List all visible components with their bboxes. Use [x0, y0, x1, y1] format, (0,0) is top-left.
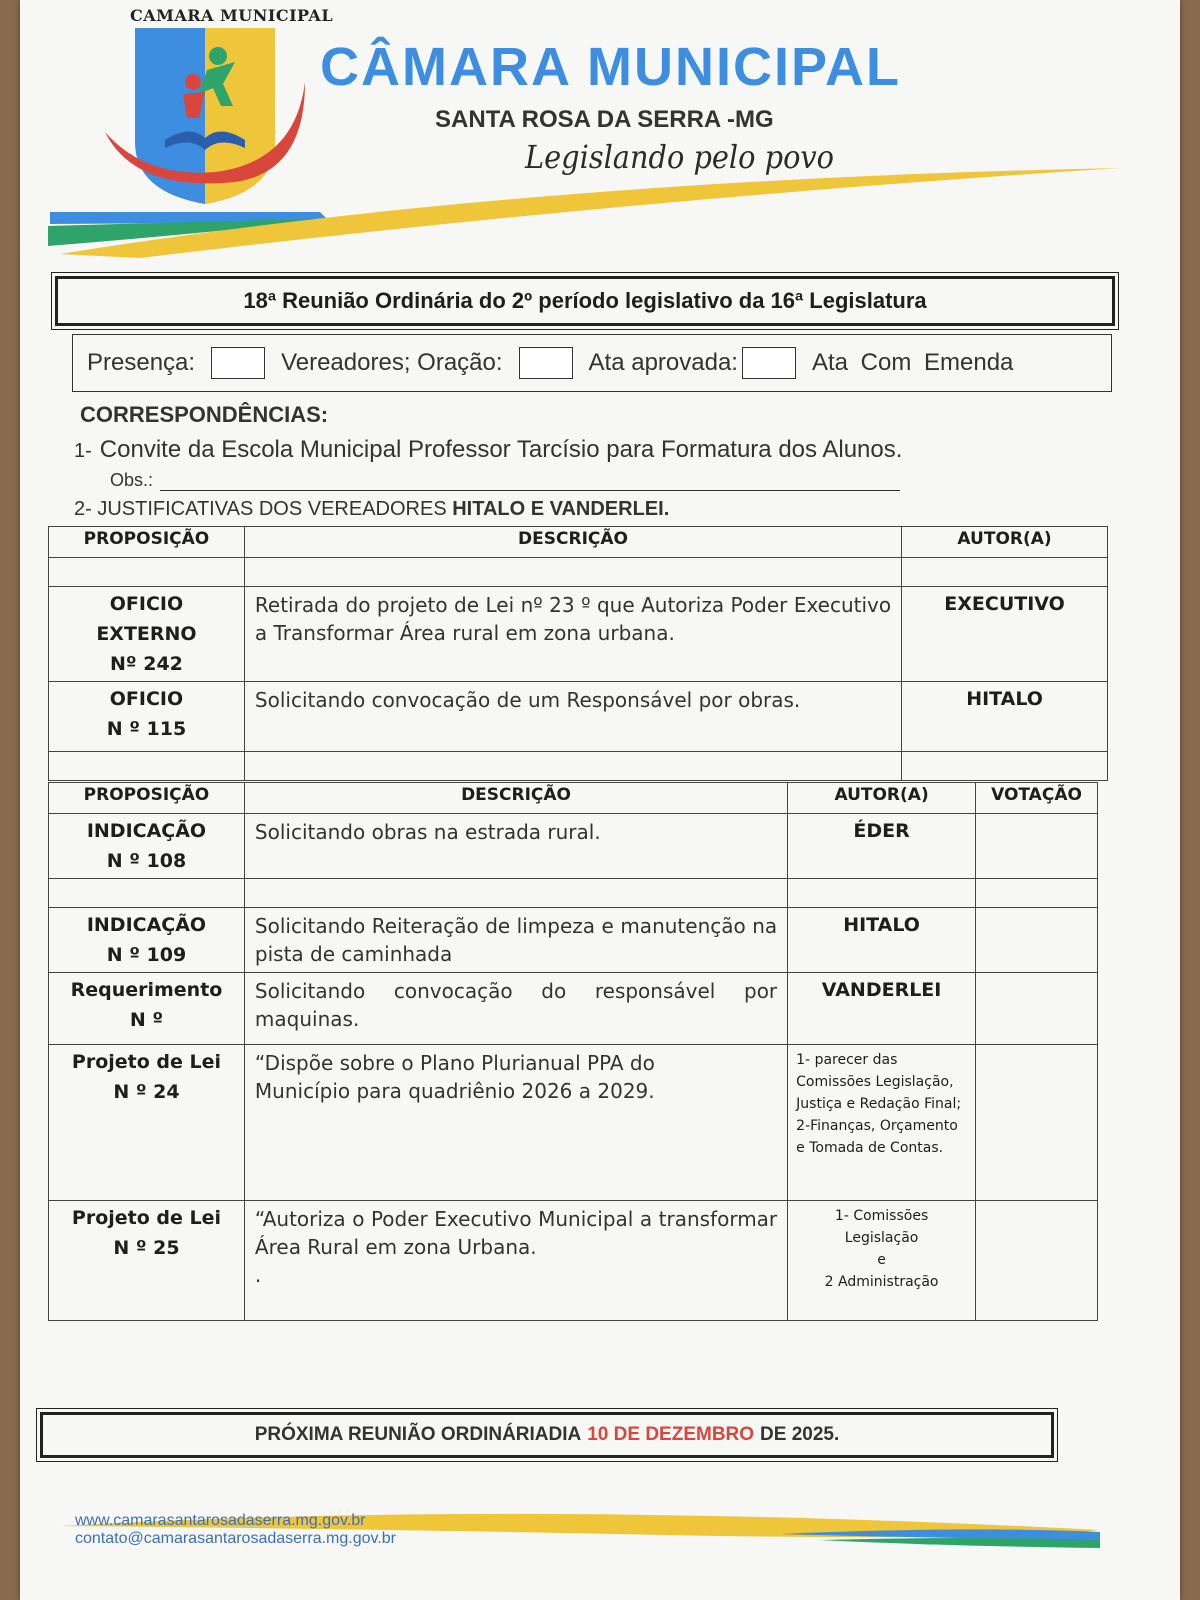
ata-aprovada-checkbox[interactable]: [742, 347, 796, 379]
autor-cell: HITALO: [902, 682, 1108, 752]
header-title: CÂMARA MUNICIPAL: [320, 37, 901, 97]
next-meeting-date: 10 DE DEZEMBRO: [587, 1424, 755, 1445]
session-title-box: [55, 276, 1115, 326]
autor-cell: VANDERLEI: [788, 973, 976, 1045]
logo-caption: CAMARA MUNICIPAL: [130, 6, 334, 25]
item-names: HITALO E VANDERLEI.: [452, 498, 670, 520]
votacao-cell[interactable]: [976, 1201, 1098, 1321]
table-row: [49, 908, 1098, 973]
footer-website[interactable]: www.camarasantarosadaserra.mg.gov.br: [75, 1512, 366, 1529]
table-cell: [788, 879, 976, 908]
presenca-label: Presença:: [87, 349, 196, 376]
votacao-cell[interactable]: [976, 814, 1098, 879]
autor-cell: 1- parecer das Comissões Legislação, Justiça e Redação Final; 2-Finanças, Orçamento e Tomada de Contas.: [788, 1045, 976, 1201]
votacao-cell[interactable]: [976, 908, 1098, 973]
table-row: [49, 1201, 1098, 1321]
votacao-cell[interactable]: [976, 973, 1098, 1045]
correspondencia-item-2: [74, 498, 669, 521]
next-meeting-prefix: PRÓXIMA REUNIÃO ORDINÁRIADIA: [254, 1424, 582, 1445]
header-subtitle: SANTA ROSA DA SERRA -MG: [435, 106, 774, 133]
table-cell: [244, 752, 901, 781]
descricao-cell: Solicitando Reiteração de limpeza e manutenção na pista de caminhada: [244, 908, 787, 973]
autor-cell: ÉDER: [788, 814, 976, 879]
obs-label: Obs.:: [110, 470, 154, 490]
proposicao-cell: OFICIO EXTERNO Nº 242: [49, 587, 245, 682]
table-cell: [244, 558, 901, 587]
proposicao-cell: Requerimento N º: [49, 973, 245, 1045]
votacao-cell[interactable]: [976, 1045, 1098, 1201]
document-page: [20, 0, 1180, 1600]
votacao-cell[interactable]: [976, 879, 1098, 908]
presenca-checkbox[interactable]: [211, 347, 265, 379]
ata-aprovada-label: Ata aprovada:: [588, 349, 738, 376]
item-text: 2- JUSTIFICATIVAS DOS VEREADORES: [74, 498, 453, 520]
letterhead: [20, 0, 1180, 270]
table-row: [49, 1045, 1098, 1201]
proposicoes-table: [48, 782, 1098, 1321]
item-text: Convite da Escola Municipal Professor Tarcísio para Formatura dos Alunos.: [99, 436, 903, 463]
column-header: PROPOSIÇÃO: [49, 783, 245, 814]
table-cell: [49, 558, 245, 587]
table-row: [49, 587, 1108, 682]
autor-cell: 1- Comissões Legislação e 2 Administração: [788, 1201, 976, 1321]
descricao-cell: “Dispõe sobre o Plano Plurianual PPA do Município para quadriênio 2026 a 2029.: [244, 1045, 787, 1201]
descricao-cell: Solicitando convocação do responsável por maquinas.: [244, 973, 787, 1045]
table-row: [49, 814, 1098, 879]
table-cell: [902, 752, 1108, 781]
descricao-cell: Retirada do projeto de Lei nº 23 º que Autoriza Poder Executivo a Transformar Área rural em zona urbana.: [244, 587, 901, 682]
autor-cell: HITALO: [788, 908, 976, 973]
item-number: 1-: [74, 440, 92, 462]
column-header: VOTAÇÃO: [976, 783, 1098, 814]
header-slogan: Legislando pelo povo: [525, 138, 835, 176]
oracao-checkbox[interactable]: [519, 347, 573, 379]
vereadores-oracao-label: Vereadores; Oração:: [281, 349, 503, 376]
ata-com-emenda-label: Ata Com Emenda: [811, 349, 1014, 376]
municipal-logo: [95, 22, 315, 212]
table-cell: [902, 558, 1108, 587]
proposicao-cell: Projeto de Lei N º 25: [49, 1201, 245, 1321]
autor-cell: EXECUTIVO: [902, 587, 1108, 682]
correspondencia-item-1: [74, 436, 902, 464]
table-row: [49, 682, 1108, 752]
column-header: DESCRIÇÃO: [244, 527, 901, 558]
proposicao-cell: OFICIO N º 115: [49, 682, 245, 752]
column-header: PROPOSIÇÃO: [49, 527, 245, 558]
table-cell: [49, 879, 245, 908]
obs-line[interactable]: [160, 490, 900, 491]
footer-email[interactable]: contato@camarasantarosadaserra.mg.gov.br: [75, 1530, 396, 1547]
oficios-table: [48, 526, 1108, 781]
descricao-cell: Solicitando obras na estrada rural.: [244, 814, 787, 879]
next-meeting-box: [40, 1412, 1054, 1458]
table-cell: [244, 879, 787, 908]
table-row: [49, 973, 1098, 1045]
descricao-cell: “Autoriza o Poder Executivo Municipal a transformar Área Rural em zona Urbana. .: [244, 1201, 787, 1321]
column-header: AUTOR(A): [788, 783, 976, 814]
presence-row: [72, 334, 1112, 392]
correspondencias-heading: CORRESPONDÊNCIAS:: [80, 402, 329, 427]
proposicao-cell: INDICAÇÃO N º 108: [49, 814, 245, 879]
next-meeting-suffix: DE 2025.: [760, 1424, 840, 1445]
session-title: 18ª Reunião Ordinária do 2º período legislativo da 16ª Legislatura: [243, 288, 927, 313]
descricao-cell: Solicitando convocação de um Responsável por obras.: [244, 682, 901, 752]
proposicao-cell: Projeto de Lei N º 24: [49, 1045, 245, 1201]
column-header: DESCRIÇÃO: [244, 783, 787, 814]
table-cell: [49, 752, 245, 781]
column-header: AUTOR(A): [902, 527, 1108, 558]
proposicao-cell: INDICAÇÃO N º 109: [49, 908, 245, 973]
